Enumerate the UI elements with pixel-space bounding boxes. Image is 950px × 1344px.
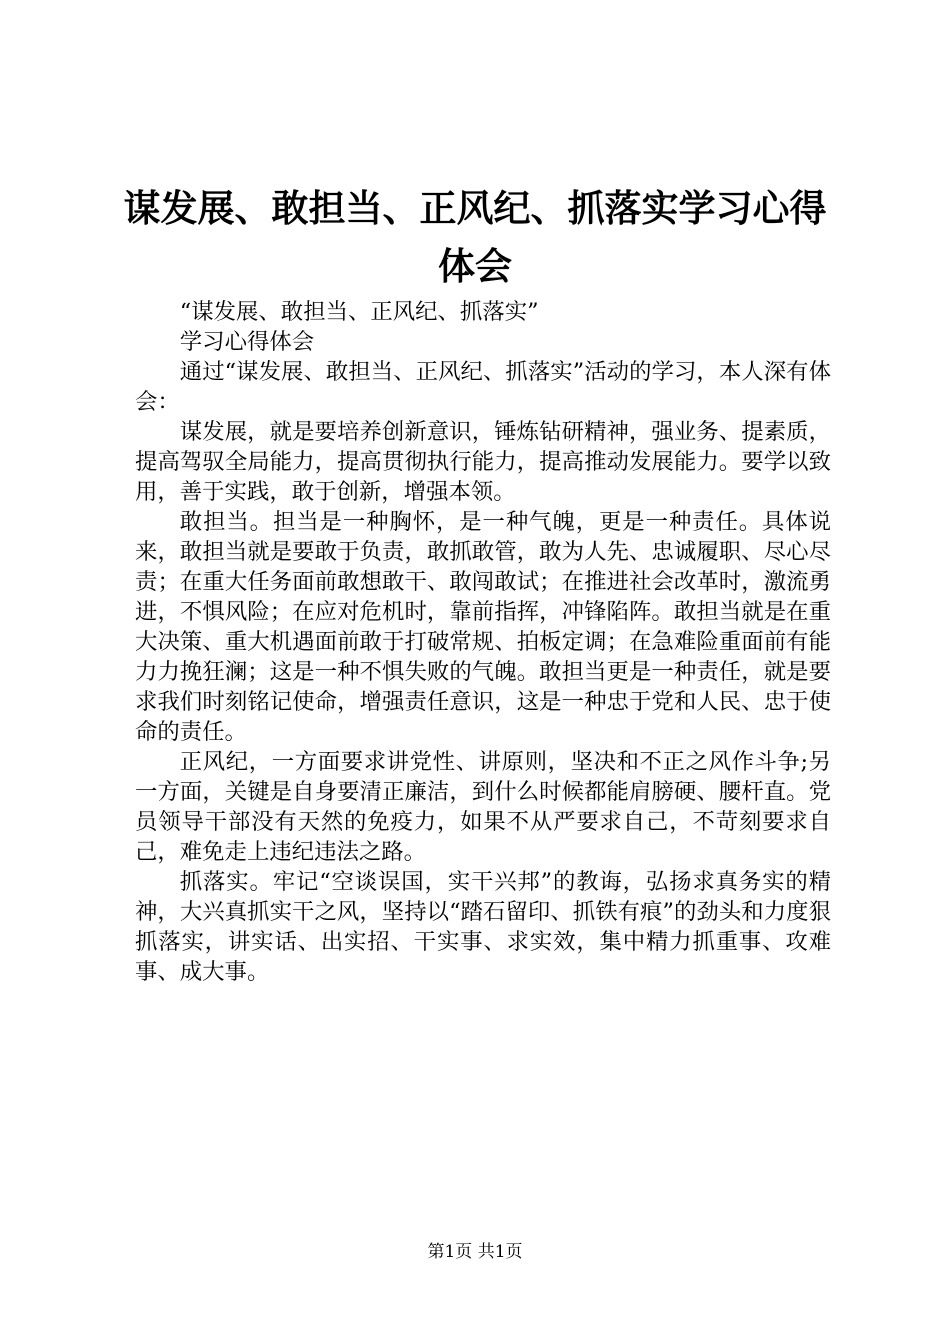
paragraph-zheng-fengji: 正风纪，一方面要求讲党性、讲原则，坚决和不正之风作斗争;另一方面，关键是自身要清正廉洁，到什么时候都能肩膀硬、腰杆直。党员领导干部没有天然的免疫力，如果不从严要求自己，不苛刻要求自己，难免走上违纪违法之路。 xyxy=(135,749,831,865)
paragraph-mou-fazhan: 谋发展，就是要培养创新意识，锤炼钻研精神，强业务、提素质，提高驾驭全局能力，提高贯彻执行能力，提高推动发展能力。要学以致用，善于实践，敢于创新，增强本领。 xyxy=(135,419,831,505)
subtitle-line-2: 学习心得体会 xyxy=(179,329,315,355)
paragraph-gan-dandang: 敢担当。担当是一种胸怀，是一种气魄，更是一种责任。具体说来，敢担当就是要敢于负责，敢抓敢管，敢为人先、忠诚履职、尽心尽责；在重大任务面前敢想敢干、敢闯敢试；在推进社会改革时，激流勇进，不惧风险；在应对危机时，靠前指挥，冲锋陷阵。敢担当就是在重大决策、重大机遇面前敢于打破常规、拍板定调；在急难险重面前有能力力挽狂澜；这是一种不惧失败的气魄。敢担当更是一种责任，就是要求我们时刻铭记使命，增强责任意识，这是一种忠于党和人民、忠于使命的责任。 xyxy=(135,509,831,745)
document-title: 谋发展、敢担当、正风纪、抓落实学习心得体会 xyxy=(123,187,827,288)
subtitle-line-1: “谋发展、敢担当、正风纪、抓落实” xyxy=(179,299,539,325)
document-body xyxy=(135,297,831,987)
paragraph-zhua-luoshi: 抓落实。牢记“空谈误国，实干兴邦”的教诲，弘扬求真务实的精神，大兴真抓实干之风，坚持以“踏石留印、抓铁有痕”的劲头和力度狠抓落实，讲实话、出实招、干实事、求实效，集中精力抓重事、攻难事、成大事。 xyxy=(135,869,831,985)
page-footer: 第1页 共1页 xyxy=(427,1242,523,1262)
intro-paragraph: 通过“谋发展、敢担当、正风纪、抓落实”活动的学习，本人深有体会： xyxy=(135,359,831,415)
